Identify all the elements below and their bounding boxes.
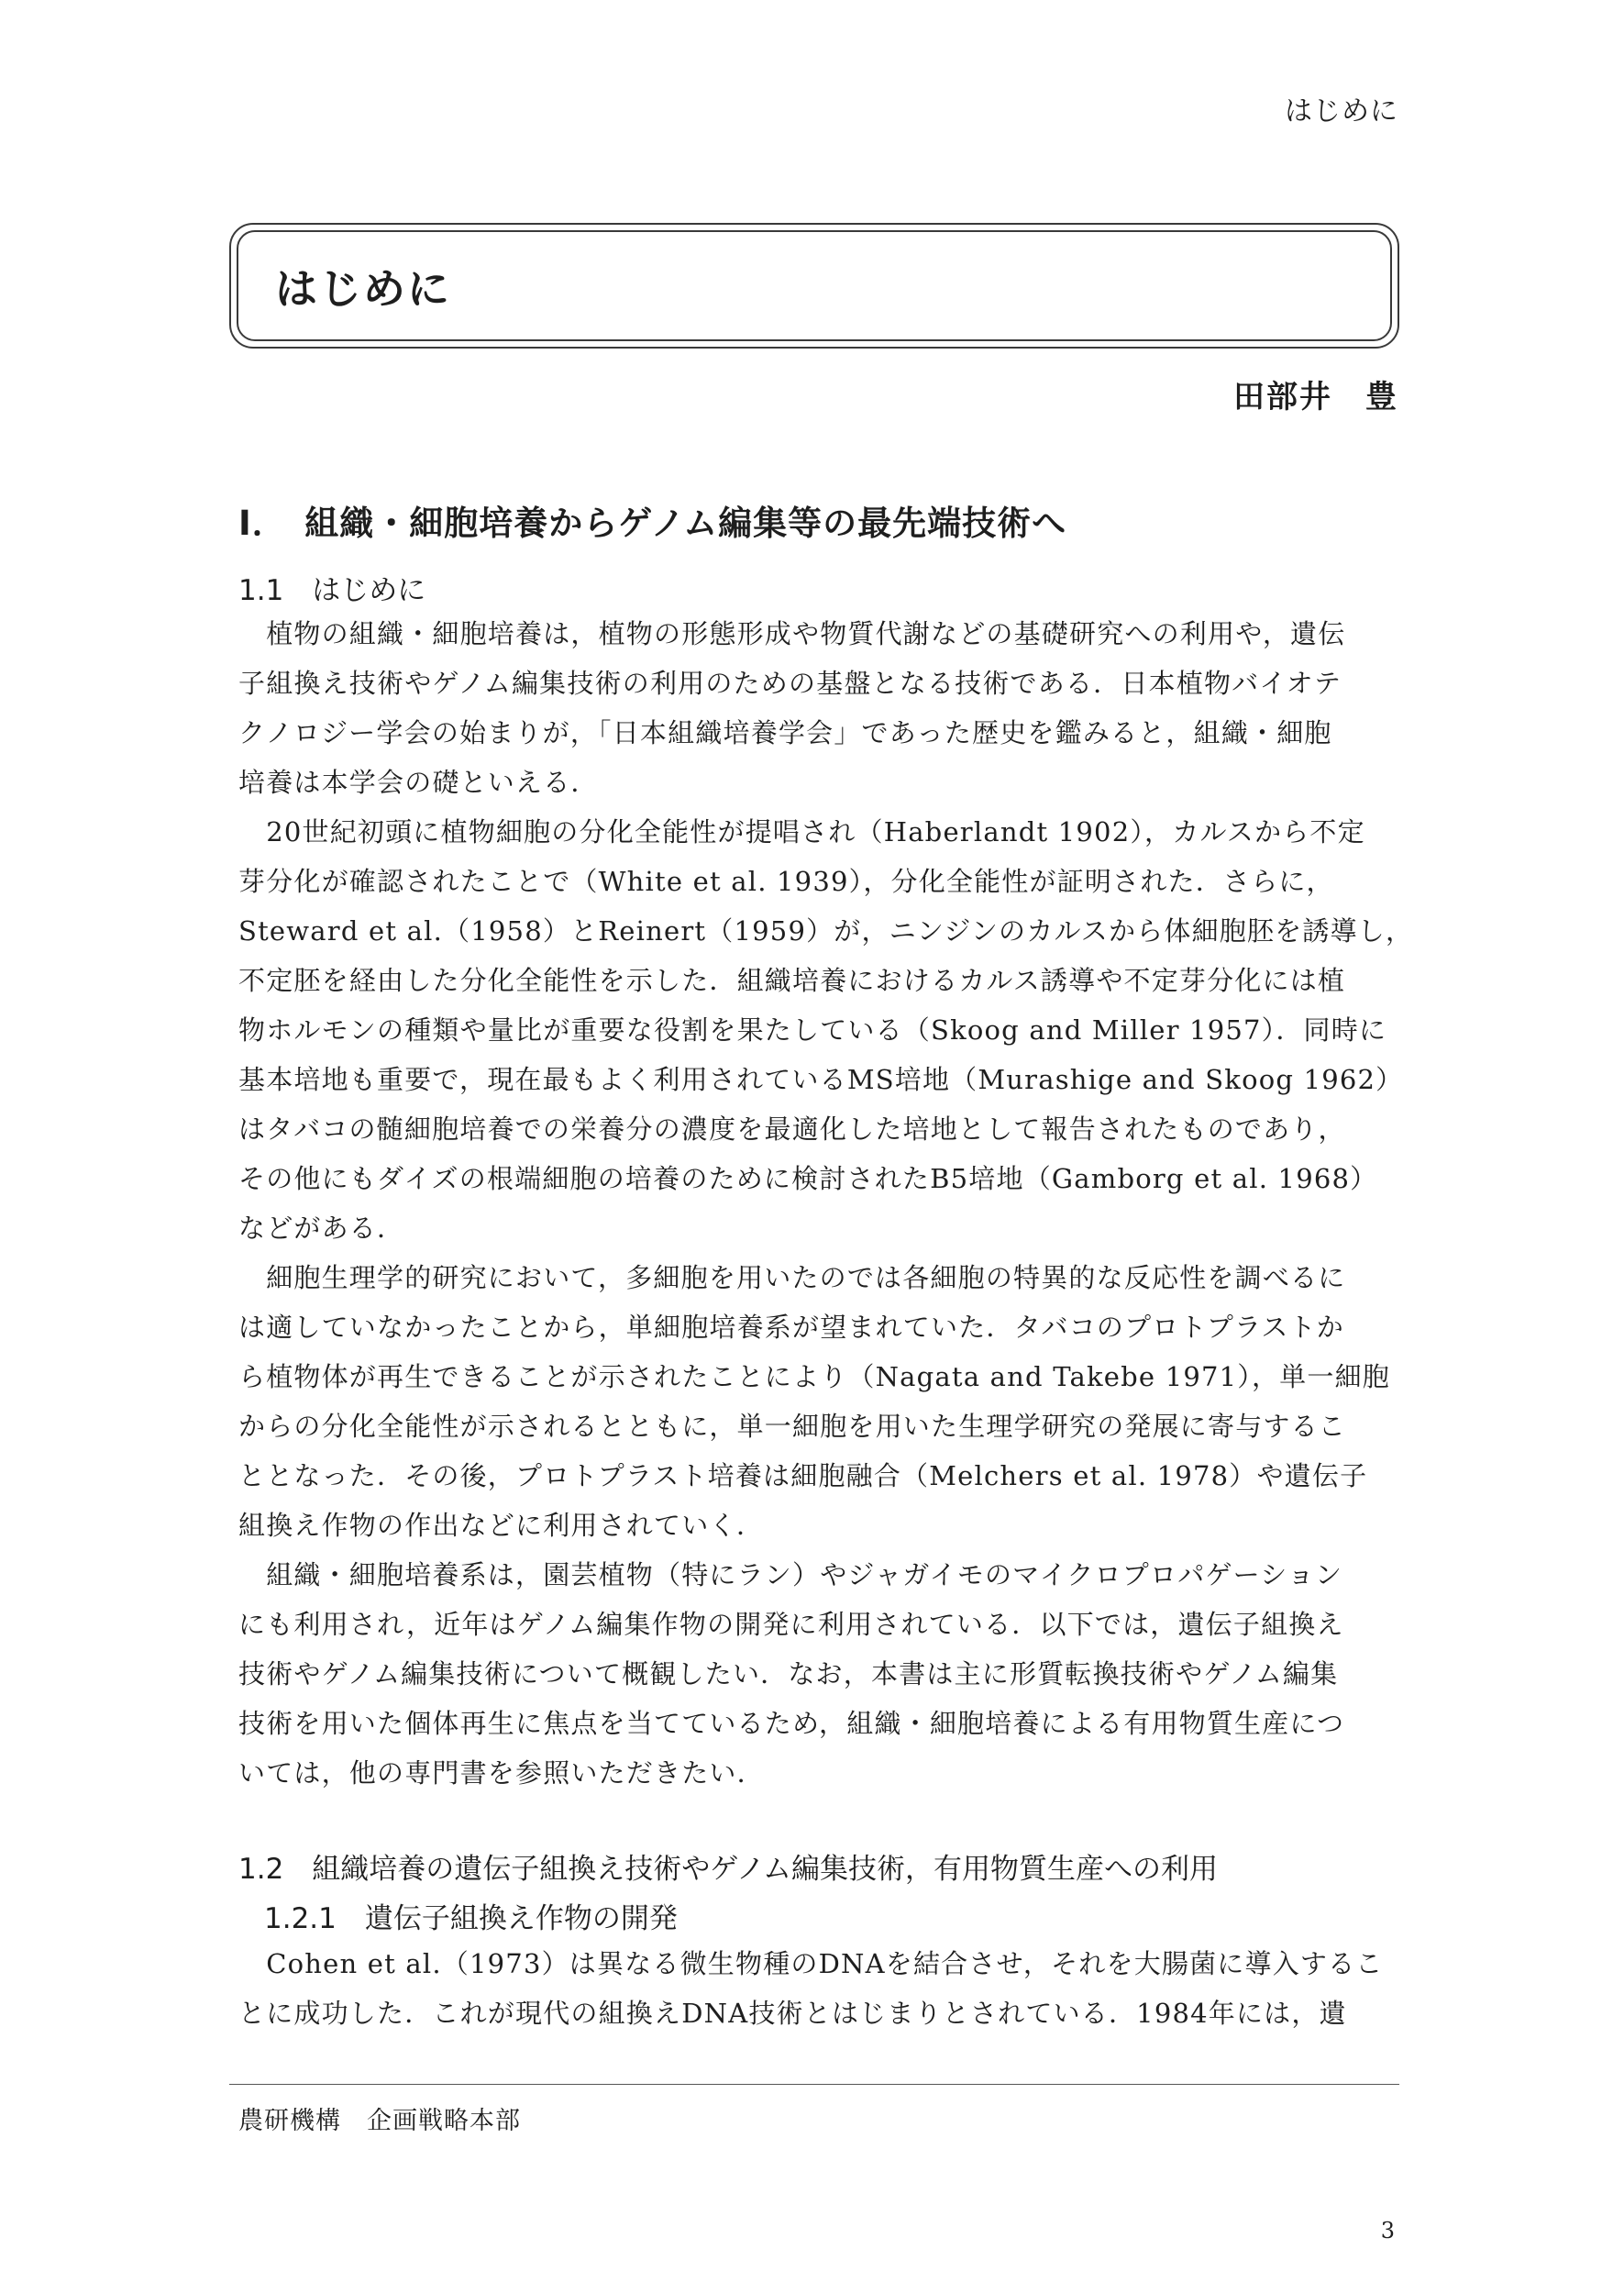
section-heading: Ⅰ． 組織・細胞培養からゲノム編集等の最先端技術へ xyxy=(238,504,1067,543)
subsection-heading-1-2-1: 1.2.1 遺伝子組換え作物の開発 xyxy=(264,1902,678,1935)
text-line: ととなった．その後，プロトプラスト培養は細胞融合（Melchers et al. 1978）や遺伝子 xyxy=(238,1460,1368,1491)
text-line: はタバコの髄細胞培養での栄養分の濃度を最適化した培地として報告されたものであり， xyxy=(238,1113,1346,1145)
chapter-title-box-inner xyxy=(237,230,1392,341)
text-line: 技術やゲノム編集技術について概観したい．なお，本書は主に形質転換技術やゲノム編集 xyxy=(238,1658,1339,1689)
text-line: 植物の組織・細胞培養は，植物の形態形成や物質代謝などの基礎研究への利用や，遺伝 xyxy=(238,618,1346,649)
text-line: その他にもダイズの根端細胞の培養のために検討されたB5培地（Gamborg et al. 1968） xyxy=(238,1163,1378,1194)
text-line: 子組換え技術やゲノム編集技術の利用のための基盤となる技術である．日本植物バイオテ xyxy=(238,668,1342,699)
text-line: にも利用され，近年はゲノム編集作物の開発に利用されている．以下では，遺伝子組換え xyxy=(238,1609,1344,1640)
text-line: 基本培地も重要で，現在最もよく利用されているMS培地（Murashige and Skoog 1962） xyxy=(238,1064,1404,1095)
page-number: 3 xyxy=(1380,2218,1395,2243)
text-line: 技術を用いた個体再生に焦点を当てているため，組織・細胞培養による有用物質生産につ xyxy=(238,1708,1345,1739)
text-line: Cohen et al.（1973）は異なる微生物種のDNAを結合させ，それを大腸菌に導入するこ xyxy=(238,1948,1384,1979)
text-line: 20世紀初頭に植物細胞の分化全能性が提唱され（Haberlandt 1902），カルスから不定 xyxy=(238,816,1365,847)
paragraph-3 xyxy=(238,1253,1399,1550)
text-line: 組織・細胞培養系は，園芸植物（特にラン）やジャガイモのマイクロプロパゲーション xyxy=(238,1559,1343,1590)
text-line: 細胞生理学的研究において，多細胞を用いたのでは各細胞の特異的な反応性を調べるに xyxy=(238,1262,1346,1293)
text-line: 不定胚を経由した分化全能性を示した．組織培養におけるカルス誘導や不定芽分化には植 xyxy=(238,965,1346,996)
footer-rule xyxy=(229,2084,1399,2085)
text-line: 組換え作物の作出などに利用されていく． xyxy=(238,1510,765,1541)
paragraph-4 xyxy=(238,1550,1399,1798)
subsection-heading-1-2: 1.2 組織培養の遺伝子組換え技術やゲノム編集技術，有用物質生産への利用 xyxy=(238,1853,1218,1886)
text-line: からの分化全能性が示されるとともに，単一細胞を用いた生理学研究の発展に寄与するこ xyxy=(238,1411,1347,1442)
text-line: 物ホルモンの種類や量比が重要な役割を果たしている（Skoog and Miller 1957）．同時に xyxy=(238,1014,1387,1046)
text-line: Steward et al.（1958）とReinert（1959）が，ニンジンのカルスから体細胞胚を誘導し， xyxy=(238,915,1414,947)
text-line: とに成功した．これが現代の組換えDNA技術とはじまりとされている．1984年には，遺 xyxy=(238,1998,1347,2029)
footer-affiliation: 農研機構 企画戦略本部 xyxy=(238,2107,521,2135)
chapter-title-box xyxy=(229,223,1399,349)
text-line: ら植物体が再生できることが示されたことにより（Nagata and Takebe 1971），単一細胞 xyxy=(238,1361,1390,1392)
chapter-title: はじめに xyxy=(275,263,451,314)
paragraph-5 xyxy=(238,1939,1399,2038)
text-line: 培養は本学会の礎といえる． xyxy=(238,767,599,798)
text-line: は適していなかったことから，単細胞培養系が望まれていた．タバコのプロトプラストか xyxy=(238,1312,1344,1343)
text-line: クノロジー学会の始まりが，「日本組織培養学会」であった歴史を鑑みると，組織・細胞 xyxy=(238,717,1332,748)
text-line: 芽分化が確認されたことで（White et al. 1939），分化全能性が証明された．さらに， xyxy=(238,866,1334,897)
text-line: いては，他の専門書を参照いただきたい． xyxy=(238,1757,765,1789)
paragraph-1 xyxy=(238,609,1399,807)
subsection-heading-1-1: 1.1 はじめに xyxy=(238,574,426,607)
chapter-author: 田部井 豊 xyxy=(1233,379,1398,415)
text-line: などがある． xyxy=(238,1213,405,1244)
paragraph-2 xyxy=(238,807,1414,1253)
running-head: はじめに xyxy=(1285,95,1398,127)
